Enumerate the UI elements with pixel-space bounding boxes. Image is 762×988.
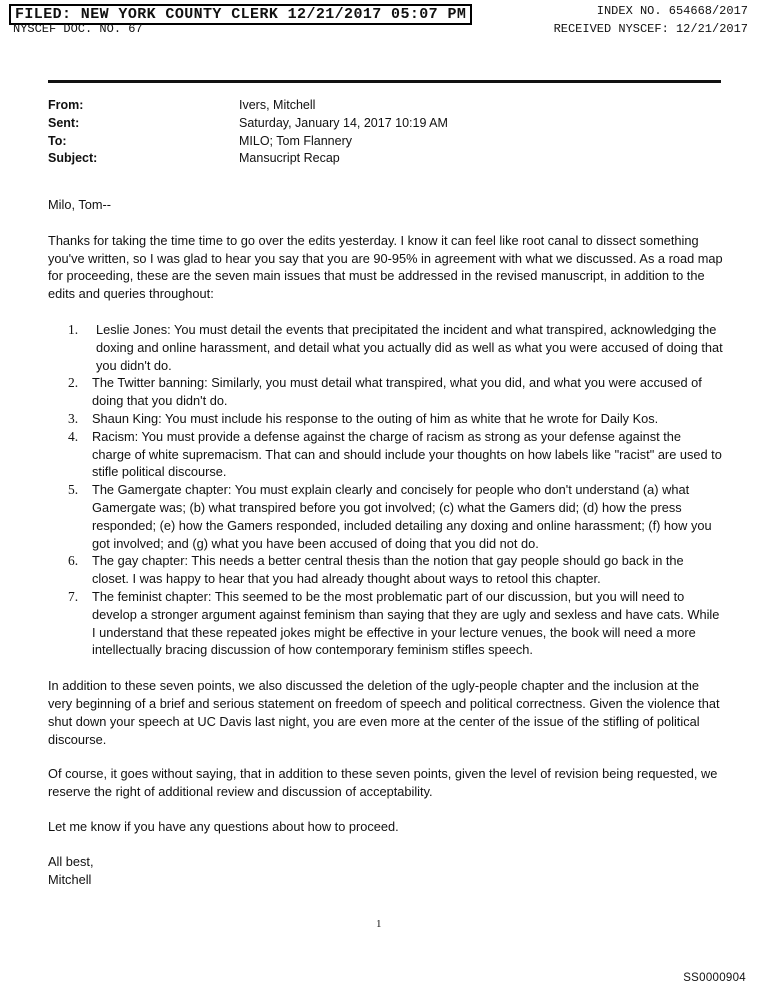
- questions-paragraph: Let me know if you have any questions about how to proceed.: [48, 818, 399, 834]
- header-label: From:: [48, 98, 84, 112]
- list-item-text: The Gamergate chapter: You must explain clearly and concisely for people who don't understand (a) what Gamergate was; (b) what transpired before you got involved; (c) what the Gamers did; (d) how the press responded; (e) how the Gamers responded, included detailing any doxing and online harassment; (f) how you got involved; and (g) what you have been accused of doing that you did not do.: [92, 482, 712, 551]
- greeting: Milo, Tom--: [48, 197, 112, 212]
- header-subject: [48, 150, 448, 168]
- bates-number: SS0000904: [683, 972, 746, 984]
- closing: All best,: [48, 853, 94, 869]
- header-value: MILO; Tom Flannery: [239, 133, 353, 148]
- list-number: 2.: [68, 375, 79, 391]
- header-label: To:: [48, 133, 67, 148]
- list-item: [48, 588, 723, 659]
- list-item: [48, 321, 723, 374]
- header-value: Saturday, January 14, 2017 10:19 AM: [239, 115, 448, 130]
- header-label: Subject:: [48, 151, 98, 166]
- additional-paragraph: In addition to these seven points, we also discussed the deletion of the ugly-people chapter and the inclusion at the very beginning of a brief and serious statement on freedom of speech and political correctness. Given the violence that shut down your speech at UC Davis last night, you are even more at the center of the issue of the stifling of political discourse.: [48, 678, 720, 747]
- header-value: Ivers, Mitchell: [239, 98, 316, 112]
- list-number: 1.: [68, 321, 79, 337]
- header-sent: [48, 115, 448, 133]
- received-date: RECEIVED NYSCEF: 12/21/2017: [553, 22, 748, 36]
- list-item-text: Leslie Jones: You must detail the events that precipitated the incident and what transpired, acknowledging the doxing and online harassment, and detail what you actually did as well as what you were accused of doing that you didn't do.: [96, 321, 723, 373]
- list-number: 6.: [68, 553, 79, 569]
- list-item: [48, 481, 723, 552]
- list-number: 5.: [68, 482, 79, 498]
- header-to: [48, 133, 448, 151]
- list-item: [48, 428, 723, 481]
- header-divider: [48, 80, 721, 83]
- list-item-text: The feminist chapter: This seemed to be the most problematic part of our discussion, but you will need to develop a stronger argument against feminism than saying that they are ugly and sexless and have cats. While I understand that these repeated jokes might be effective in your lecture venues, the book will need a more intellectually bracing discussion of how contemporary feminism stifles speech.: [92, 588, 720, 658]
- list-number: 7.: [68, 588, 79, 604]
- page-number: 1: [376, 918, 382, 930]
- filed-stamp: FILED: NEW YORK COUNTY CLERK 12/21/2017 05:07 PM: [9, 4, 472, 25]
- list-item-text: The Twitter banning: Similarly, you must detail what transpired, what you did, and what you were accused of doing that you didn't do.: [92, 375, 702, 409]
- header-from: [48, 97, 448, 115]
- header-value: Mansucript Recap: [239, 151, 340, 166]
- list-item: [48, 552, 723, 588]
- intro-paragraph: Thanks for taking the time time to go over the edits yesterday. I know it can feel like root canal to dissect something you've written, so I was glad to hear you say that you are 90-95% in agreement with what we discussed. As a road map for proceeding, these are the seven main issues that must be addressed in the revised manuscript, in addition to the edits and queries throughout:: [48, 232, 723, 302]
- list-item: [48, 410, 723, 428]
- email-headers: [48, 97, 448, 168]
- list-number: 4.: [68, 428, 79, 444]
- list-item: [48, 374, 723, 410]
- list-item-text: Racism: You must provide a defense against the charge of racism as strong as your defense against the charge of white supremacism. That can and should include your thoughts on how labels like "racist" are used to stifle political discourse.: [92, 428, 722, 480]
- email-body: [48, 196, 723, 888]
- list-item-text: The gay chapter: This needs a better central thesis than the notion that gay people should go back in the closet. I was happy to hear that you had already thought about ways to retool this chapter.: [92, 553, 684, 587]
- signature: Mitchell: [48, 871, 92, 887]
- list-item-text: Shaun King: You must include his response to the outing of him as white that he wrote for Daily Kos.: [92, 410, 659, 426]
- header-label: Sent:: [48, 115, 80, 130]
- index-number: INDEX NO. 654668/2017: [596, 4, 748, 18]
- revision-paragraph: Of course, it goes without saying, that in addition to these seven points, given the level of revision being requested, we reserve the right of additional review and discussion of acceptability.: [48, 766, 718, 800]
- doc-number: NYSCEF DOC. NO. 67: [13, 22, 143, 36]
- issues-list: [48, 321, 723, 659]
- list-number: 3.: [68, 410, 79, 426]
